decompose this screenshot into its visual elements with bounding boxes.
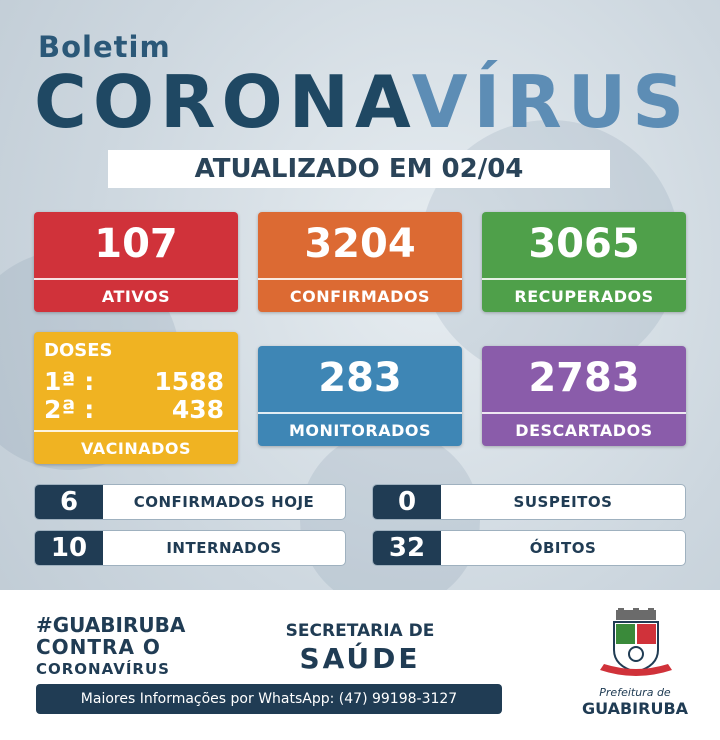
obitos-label: ÓBITOS (529, 539, 597, 557)
secretaria-line1: SECRETARIA DE (285, 621, 435, 641)
card-divider (482, 412, 686, 414)
confirmados-label: CONFIRMADOS (289, 287, 431, 306)
page-title (34, 62, 690, 142)
obitos-value: 32 (373, 531, 441, 565)
monitorados-value: 283 (318, 355, 402, 401)
prefeitura-line2: GUABIRUBA (581, 699, 689, 718)
card-confirmados (258, 212, 462, 312)
card-monitorados (258, 346, 462, 446)
bulletin-subtitle: Boletim (38, 30, 171, 64)
recuperados-value: 3065 (528, 221, 640, 267)
dose1-row (44, 368, 224, 396)
internados-label: INTERNADOS (166, 539, 282, 557)
secretaria-saude (276, 620, 444, 676)
footer (0, 590, 720, 740)
stat-confirmados-hoje (34, 484, 346, 520)
suspeitos-value: 0 (373, 485, 441, 519)
card-vacinados (34, 332, 238, 464)
card-descartados (482, 346, 686, 446)
card-divider (34, 278, 238, 280)
whatsapp-info-bar: Maiores Informações por WhatsApp: (47) 99198-3127 (36, 684, 502, 714)
card-ativos (34, 212, 238, 312)
card-divider (258, 278, 462, 280)
dose2-row (44, 396, 224, 424)
background-virus-shape (300, 430, 480, 610)
doses-title: DOSES (44, 340, 113, 361)
confirmados-hoje-label: CONFIRMADOS HOJE (133, 493, 315, 511)
hashtag-line1: #GUABIRUBA (36, 613, 186, 637)
card-divider (482, 278, 686, 280)
dose2-value: 438 (171, 395, 224, 424)
recuperados-label: RECUPERADOS (514, 287, 654, 306)
prefeitura-line1: Prefeitura de (599, 686, 671, 699)
hashtag-line3: CORONAVÍRUS (36, 660, 170, 678)
dose1-label: 1ª : (44, 367, 95, 396)
suspeitos-label: SUSPEITOS (513, 493, 613, 511)
municipal-coat-of-arms-icon (596, 608, 676, 682)
prefeitura-logo-text (580, 686, 690, 718)
card-divider (34, 430, 238, 432)
title-part-corona: CORONA (34, 60, 412, 144)
confirmados-value: 3204 (304, 221, 416, 267)
dose2-label: 2ª : (44, 395, 95, 424)
campaign-hashtag (36, 614, 185, 680)
hashtag-line2: CONTRA O (36, 635, 161, 659)
stat-obitos (372, 530, 686, 566)
confirmados-hoje-value: 6 (35, 485, 103, 519)
dose1-value: 1588 (154, 367, 224, 396)
ativos-value: 107 (94, 221, 178, 267)
stat-suspeitos (372, 484, 686, 520)
secretaria-line2: SAÚDE (299, 642, 421, 675)
ativos-label: ATIVOS (101, 287, 171, 306)
card-recuperados (482, 212, 686, 312)
vacinados-label: VACINADOS (80, 439, 192, 458)
stat-internados (34, 530, 346, 566)
descartados-label: DESCARTADOS (515, 421, 653, 440)
internados-value: 10 (35, 531, 103, 565)
title-part-virus: VÍRUS (411, 60, 691, 144)
card-divider (258, 412, 462, 414)
updated-date-banner: ATUALIZADO EM 02/04 (108, 150, 610, 188)
monitorados-label: MONITORADOS (289, 421, 431, 440)
descartados-value: 2783 (528, 355, 640, 401)
